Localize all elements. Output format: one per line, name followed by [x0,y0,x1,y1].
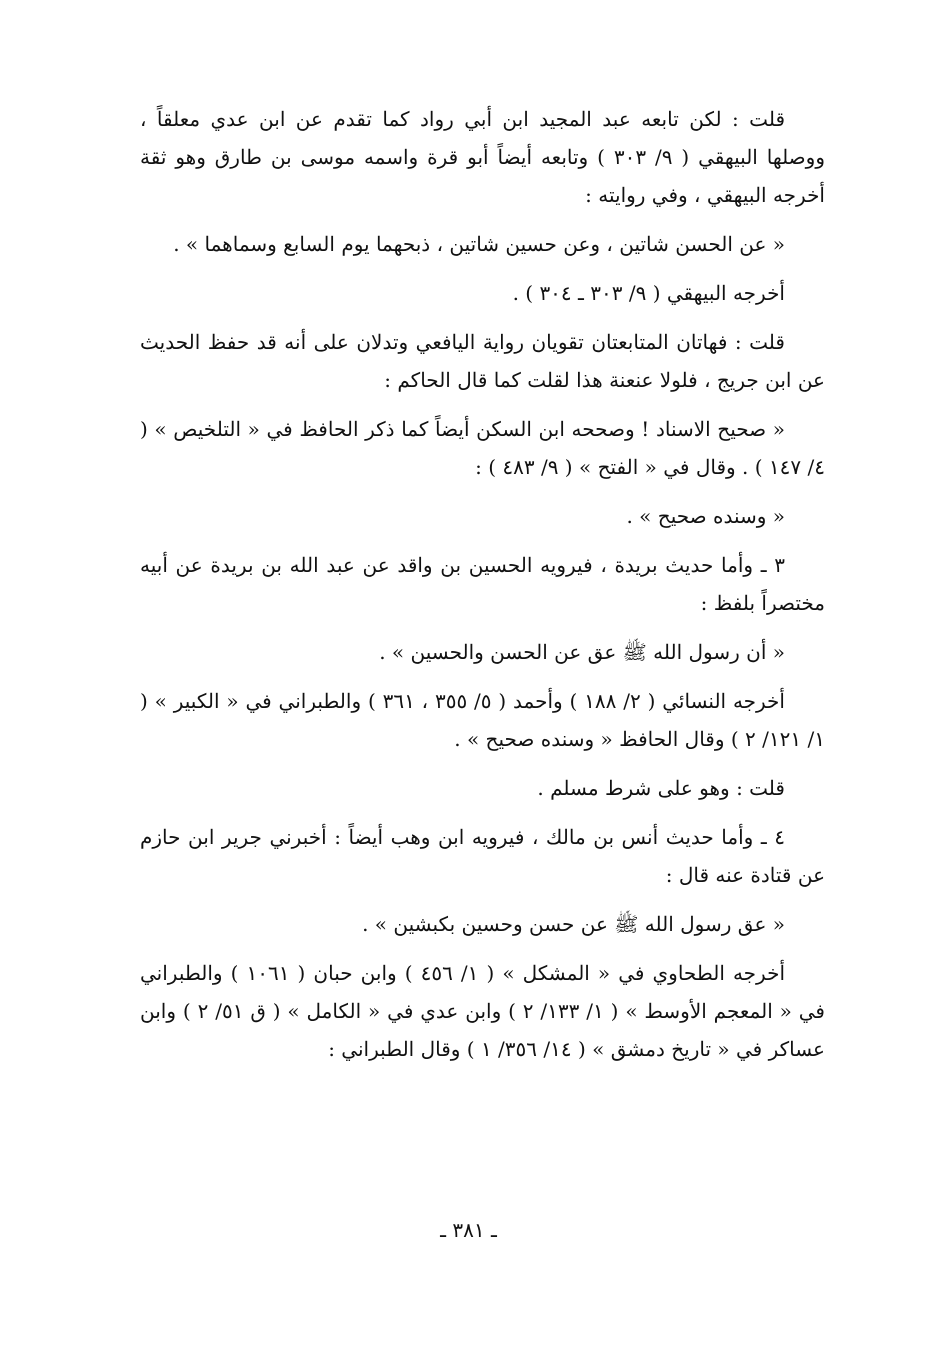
paragraph: ٤ ـ وأما حديث أنس بن مالك ، فيرويه ابن وهب أيضاً : أخبرني جرير ابن حازم عن قتادة عنه قال : [140,825,825,887]
paragraph: أخرجه البيهقي ( ٩/ ٣٠٣ ـ ٣٠٤ ) . [512,281,785,305]
paragraph: « عن الحسن شاتين ، وعن حسين شاتين ، ذبحهما يوم السابع وسماهما » . [173,232,785,256]
paragraph: ٣ ـ وأما حديث بريدة ، فيرويه الحسين بن واقد عن عبد الله بن بريدة عن أبيه مختصراً بلفظ : [140,553,825,615]
page-body [140,100,825,1079]
paragraph: أخرجه الطحاوي في « المشكل » ( ١/ ٤٥٦ ) وابن حبان ( ١٠٦١ ) والطبراني في « المعجم الأوسط » ( ١/ ١٣٣/ ٢ ) وابن عدي في « الكامل » ( ق ٥١/ ٢ ) وابن عساكر في « تاريخ دمشق » ( ١٤/ ٣٥٦/ ١ ) وقال الطبراني : [140,961,825,1061]
paragraph: قلت : فهاتان المتابعتان تقويان رواية اليافعي وتدلان على أنه قد حفظ الحديث عن ابن جريج ، فلولا عنعنة هذا لقلت كما قال الحاكم : [140,330,825,392]
paragraph: قلت : وهو على شرط مسلم . [537,776,785,800]
page-number: ـ ٣٨١ ـ [440,1218,497,1242]
paragraph: « عق رسول الله ﷺ عن حسن وحسين بكبشين » . [362,912,785,936]
paragraph: « أن رسول الله ﷺ عق عن الحسن والحسين » . [379,640,785,664]
paragraph: قلت : لكن تابعه عبد المجيد ابن أبي رواد كما تقدم عن ابن عدي معلقاً ، ووصلها البيهقي ( ٩/ ٣٠٣ ) وتابعه أيضاً أبو قرة واسمه موسى بن طارق وهو ثقة أخرجه البيهقي ، وفي روايته : [140,107,825,207]
paragraph: « وسنده صحيح » . [626,504,785,528]
paragraph: أخرجه النسائي ( ٢/ ١٨٨ ) وأحمد ( ٥/ ٣٥٥ ، ٣٦١ ) والطبراني في « الكبير » ( ١/ ١٢١/ ٢ ) وقال الحافظ « وسنده صحيح » . [140,689,825,751]
paragraph: « صحيح الاسناد ! وصححه ابن السكن أيضاً كما ذكر الحافظ في « التلخيص » ( ٤/ ١٤٧ ) . وقال في « الفتح » ( ٩/ ٤٨٣ ) : [140,417,825,479]
